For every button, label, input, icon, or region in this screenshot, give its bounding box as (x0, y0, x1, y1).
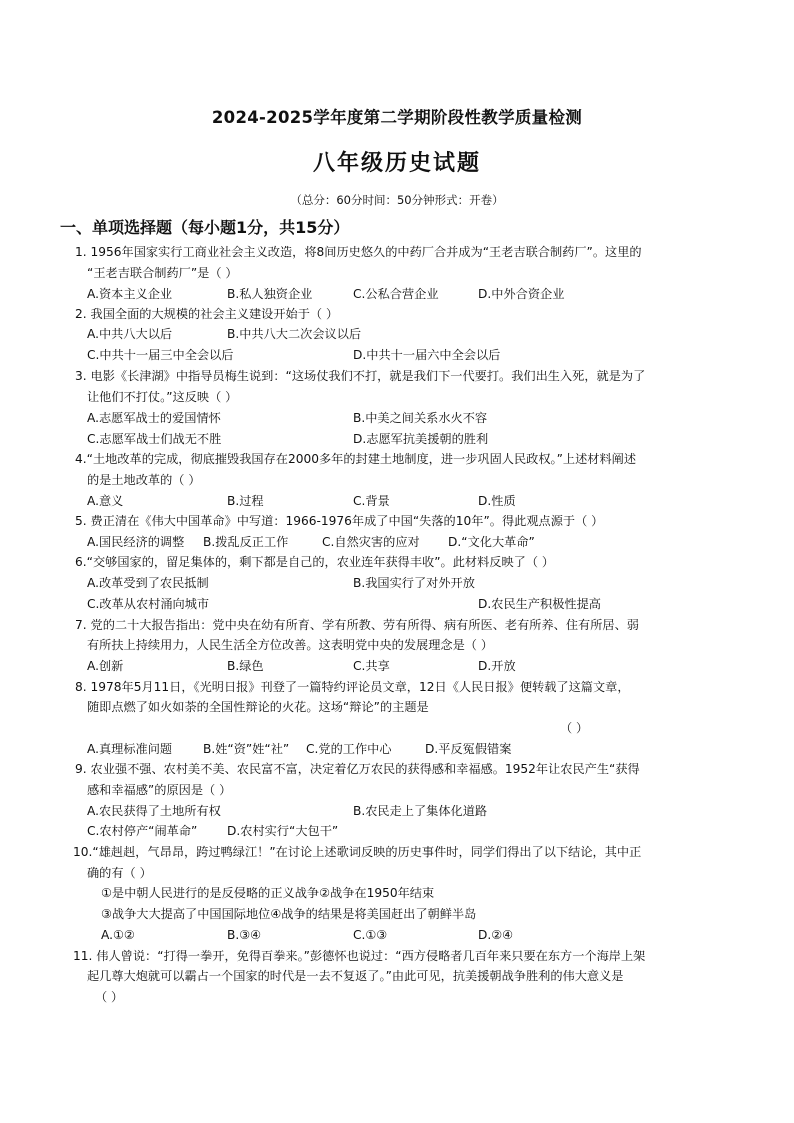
option-d: D.②④ (478, 928, 514, 942)
option-d: D.“文化大革命” (448, 535, 535, 549)
option-d: D.中外合资企业 (478, 287, 565, 301)
option-b: B.我国实行了对外开放 (353, 576, 475, 590)
question-line: 5. 费正清在《伟大中国革命》中写道：1966-1976年成了中国“失落的10年”。得此观点源于（ ） (75, 514, 604, 528)
option-b: B.姓“资”姓“社” (203, 742, 290, 756)
question-line: 有所扶上持续用力，人民生活全方位改善。这表明党中央的发展理念是（ ） (87, 638, 494, 652)
option-d: D.平反冤假错案 (425, 742, 512, 756)
section-heading: 一、单项选择题（每小题1分，共15分） (60, 218, 350, 237)
option-a: A.创新 (87, 659, 124, 673)
option-d: D.农民生产积极性提高 (478, 597, 601, 611)
option-c: C.志愿军战士们战无不胜 (87, 432, 222, 446)
option-a: A.中共八大以后 (87, 327, 173, 341)
exam-info: （总分：60分时间：50分钟形式：开卷） (290, 193, 504, 207)
option-a: A.志愿军战士的爱国情怀 (87, 411, 221, 425)
question-line: 感和幸福感”的原因是（ ） (87, 783, 232, 797)
option-b: B.过程 (227, 494, 264, 508)
question-line: 8. 1978年5月11日，《光明日报》刊登了一篇特约评论员文章，12日《人民日报》便转载了这篇文章， (75, 680, 630, 694)
question-line: 让他们不打仗。”这反映（ ） (87, 390, 238, 404)
option-b: B.拨乱反正工作 (203, 535, 289, 549)
option-a: A.改革受到了农民抵制 (87, 576, 209, 590)
option-a: A.真理标准问题 (87, 742, 173, 756)
question-line: 4.“土地改革的完成，彻底摧毁我国存在2000多年的封建土地制度，进一步巩固人民政权。”上述材料阐述 (75, 452, 637, 466)
question-line: 7. 党的二十大报告指出：党中央在幼有所育、学有所教、劳有所得、病有所医、老有所养、住有所居、弱 (75, 618, 639, 632)
question-line: “王老吉联合制药厂”是（ ） (87, 266, 238, 280)
option-b: B.绿色 (227, 659, 264, 673)
option-a: A.资本主义企业 (87, 287, 173, 301)
option-b: B.农民走上了集体化道路 (353, 804, 488, 818)
option-d: D.农村实行“大包干” (227, 824, 339, 838)
option-a: A.①② (101, 928, 135, 942)
option-c: C.改革从农村涌向城市 (87, 597, 210, 611)
question-line: 10.“雄赳赳，气昂昂，跨过鸭绿江！”在讨论上述歌词反映的历史事件时，同学们得出了以下结论，其中正 (73, 845, 642, 859)
option-c: C.公私合营企业 (353, 287, 439, 301)
question-line: 随即点燃了如火如荼的全国性辩论的火花。这场“辩论”的主题是 (87, 700, 429, 714)
option-c: C.农村停产“闹革命” (87, 824, 198, 838)
option-d: D.开放 (478, 659, 516, 673)
question-line: 的是土地改革的（ ） (87, 473, 201, 487)
option-b: B.中美之间关系水火不容 (353, 411, 488, 425)
option-c: C.党的工作中心 (306, 742, 392, 756)
option-c: C.自然灾害的应对 (322, 535, 420, 549)
question-line: 起几尊大炮就可以霸占一个国家的时代是一去不复返了。”由此可见，抗美援朝战争胜利的伟大意义是 (87, 969, 624, 983)
statement-line: ③战争大大提高了中国国际地位④战争的结果是将美国赶出了朝鲜半岛 (101, 907, 477, 921)
option-d: D.性质 (478, 494, 516, 508)
question-line: 2. 我国全面的大规模的社会主义建设开始于（ ） (75, 307, 339, 321)
question-line: 6.“交够国家的，留足集体的，剩下都是自己的，农业连年获得丰收”。此材料反映了（ ） (75, 555, 555, 569)
answer-blank: （ ） (560, 721, 589, 735)
question-line: 11. 伟人曾说：“打得一拳开，免得百拳来。”彭德怀也说过：“西方侵略者几百年来只要在东方一个海岸上架 (73, 949, 646, 963)
option-a: A.意义 (87, 494, 124, 508)
question-line: 确的有（ ） (87, 866, 152, 880)
statement-line: ①是中朝人民进行的是反侵略的正义战争②战争在1950年结束 (101, 886, 435, 900)
option-b: B.私人独资企业 (227, 287, 313, 301)
question-line: 9. 农业强不强、农村美不美、农民富不富，决定着亿万农民的获得感和幸福感。1952年让农民产生“获得 (75, 762, 640, 776)
option-b: B.中共八大二次会议以后 (227, 327, 362, 341)
exam-title: 2024-2025学年度第二学期阶段性教学质量检测 (211, 108, 583, 127)
option-a: A.农民获得了土地所有权 (87, 804, 221, 818)
option-d: D.中共十一届六中全会以后 (353, 348, 501, 362)
option-b: B.③④ (227, 928, 262, 942)
option-c: C.背景 (353, 494, 390, 508)
option-d: D.志愿军抗美援朝的胜利 (353, 432, 489, 446)
question-line: 1. 1956年国家实行工商业社会主义改造，将8间历史悠久的中药厂合并成为“王老吉联合制药厂”。这里的 (75, 245, 642, 259)
option-c: C.共享 (353, 659, 390, 673)
question-line: 3. 电影《长津湖》中指导员梅生说到：“这场仗我们不打，就是我们下一代要打。我们出生入死，就是为了 (75, 369, 646, 383)
option-a: A.国民经济的调整 (87, 535, 185, 549)
option-c: C.中共十一届三中全会以后 (87, 348, 234, 362)
answer-blank: （ ） (95, 990, 124, 1004)
option-c: C.①③ (353, 928, 388, 942)
exam-subtitle: 八年级历史试题 (312, 151, 481, 176)
